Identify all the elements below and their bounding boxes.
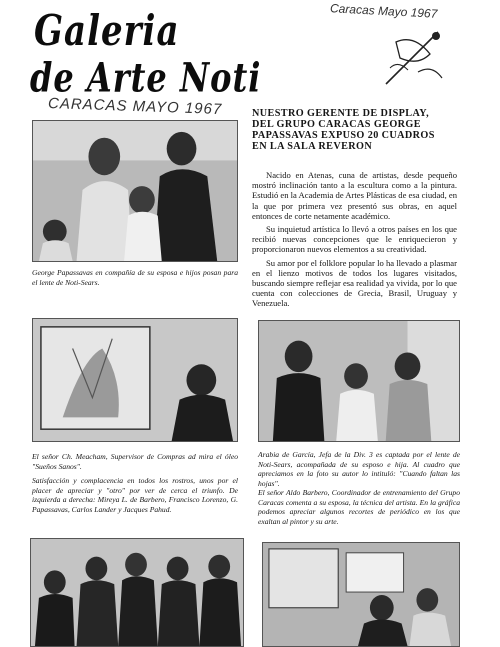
article-body [252,170,457,312]
caption-group: Satisfacción y complacencia en todos los rostros, unos por el placer de apreciar y "otro" por ver de cerca el triunfo. De izquierda a derecha: Mireya L. de Barbero, Francisco Lorenzo, G. Papassavas, Carlos Lander y Jacques Pahud. [32,476,238,514]
caption-family: George Papassavas en compañía de su esposa e hijos posan para el lente de Noti-Sears. [32,268,238,287]
masthead-line-2: de Arte Noti [30,54,262,102]
decorative-sketch [378,24,448,92]
photo-arabia [258,320,460,442]
caption-meacham: El señor Ch. Meacham, Supervisor de Compras ad mira el óleo "Sueños Sanos". [32,452,238,471]
photo-meacham [32,318,238,442]
article-paragraph: Su inquietud artística lo llevó a otros países en los que recibió nuevas concepciones que le enriquecieron y proporcionaron nuevos elementos a su creatividad. [252,224,457,255]
caption-barbero: El señor Aldo Barbero, Coordinador de entrenamiento del Grupo Caracas comenta a su esposa, la técnica del artista. En la gráfica podemos apreciar algunos recortes de periódico en los que exaltan al pintor y su arte. [258,488,460,526]
article-paragraph: Su amor por el folklore popular lo ha llevado a plasmar en el lienzo motivos de todos los lugares visitados, buscando siempre reflejar esa realidad ya vivida, por lo que cuenta con colecciones de Grecia, Brasil, Uruguay y Venezuela. [252,257,457,309]
photo-barbero [262,542,460,647]
masthead-line-1: Galeria [34,6,180,56]
article-headline: NUESTRO GERENTE DE DISPLAY, DEL GRUPO CARACAS GEORGE PAPASSAVAS EXPUSO 20 CUADROS EN LA SALA REVERON [252,108,435,152]
caption-arabia: Arabia de García, Jefa de la Div. 3 es captada por el lente de Noti-Sears, acompañada de su esposo e hija. Al cuadro que apreciamos en la foto su autor lo intituló: "Cuando faltan las hojas". [258,450,460,488]
article-paragraph: Nacido en Atenas, cuna de artistas, desde pequeño mostró inclinación tanto a la escultura como a la pintura. Estudió en la Academia de Artes Plásticas de esa ciudad, en la que por primera vez presentó sus obras, en aquel entonces de corte netamente académico. [252,170,457,221]
photo-family [32,120,238,262]
handwritten-date-under-title: CARACAS MAYO 1967 [47,94,223,119]
handwritten-date-top: Caracas Mayo 1967 [329,1,438,21]
photo-group [30,538,244,647]
